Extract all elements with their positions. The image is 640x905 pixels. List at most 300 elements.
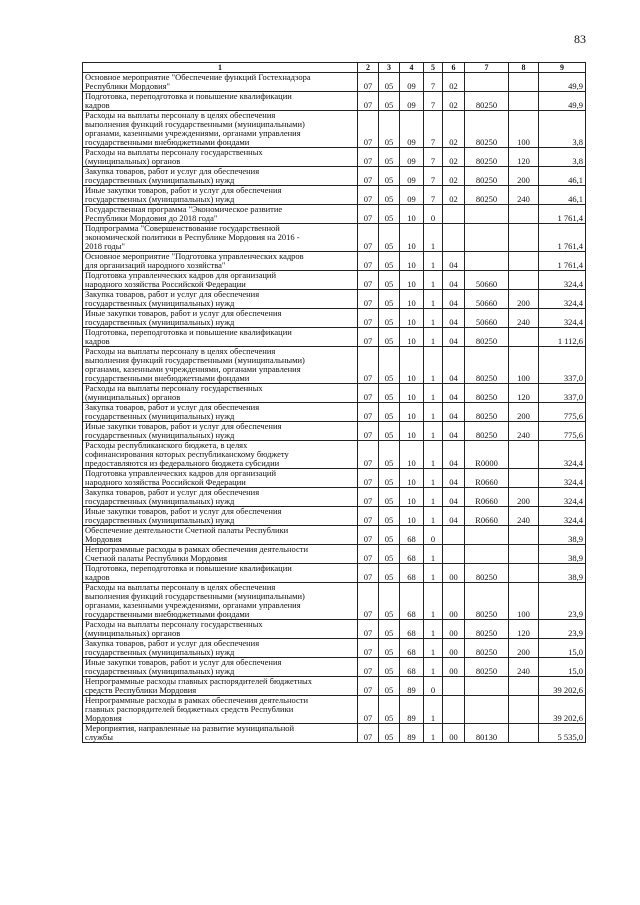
subprogram-code-cell: 1: [424, 469, 443, 488]
section-code-cell: 07: [358, 224, 379, 252]
program-code-cell: 09: [400, 186, 424, 205]
table-row: [83, 422, 586, 441]
subsection-code-cell: 05: [379, 441, 400, 469]
table-row: [83, 545, 586, 564]
direction-code-cell: 80130: [465, 724, 509, 743]
amount-cell: 15,0: [539, 639, 586, 658]
subsection-code-cell: 05: [379, 488, 400, 507]
measure-code-cell: [443, 224, 465, 252]
section-code-cell: 07: [358, 111, 379, 148]
subsection-code-cell: 05: [379, 328, 400, 347]
table-row: [83, 224, 586, 252]
table-row: [83, 696, 586, 724]
amount-cell: 39 202,6: [539, 696, 586, 724]
subsection-code-cell: 05: [379, 469, 400, 488]
table-row: [83, 271, 586, 290]
expense-type-cell: [509, 252, 539, 271]
table-row: [83, 677, 586, 696]
row-name-cell: Подготовка управленческих кадров для организаций народного хозяйства Российской Федерации: [83, 469, 358, 488]
measure-code-cell: 04: [443, 422, 465, 441]
subprogram-code-cell: 1: [424, 507, 443, 526]
table-row: [83, 507, 586, 526]
subsection-code-cell: 05: [379, 639, 400, 658]
subprogram-code-cell: 1: [424, 639, 443, 658]
amount-cell: 46,1: [539, 186, 586, 205]
expense-type-cell: 100: [509, 347, 539, 384]
program-code-cell: 10: [400, 469, 424, 488]
table-row: [83, 186, 586, 205]
direction-code-cell: [465, 526, 509, 545]
subprogram-code-cell: 1: [424, 564, 443, 583]
expense-type-cell: [509, 677, 539, 696]
program-code-cell: 09: [400, 111, 424, 148]
direction-code-cell: [465, 252, 509, 271]
table-row: [83, 724, 586, 743]
table-row: [83, 111, 586, 148]
row-name-cell: Расходы на выплаты персоналу в целях обеспечения выполнения функций государственными (муниципальными) органами, казенными учреждениями, органами управления государственными внебюджетными фондами: [83, 583, 358, 620]
expense-type-cell: [509, 328, 539, 347]
subsection-code-cell: 05: [379, 309, 400, 328]
program-code-cell: 10: [400, 403, 424, 422]
section-code-cell: 07: [358, 658, 379, 677]
subprogram-code-cell: 1: [424, 271, 443, 290]
expense-type-cell: 100: [509, 583, 539, 620]
table-body: [83, 73, 586, 743]
expense-type-cell: [509, 92, 539, 111]
header-row: [83, 63, 586, 73]
amount-cell: 39 202,6: [539, 677, 586, 696]
direction-code-cell: 50660: [465, 309, 509, 328]
measure-code-cell: [443, 205, 465, 224]
row-name-cell: Закупка товаров, работ и услуг для обеспечения государственных (муниципальных) нужд: [83, 639, 358, 658]
program-code-cell: 89: [400, 696, 424, 724]
subprogram-code-cell: 1: [424, 224, 443, 252]
subprogram-code-cell: 1: [424, 328, 443, 347]
table-row: [83, 564, 586, 583]
direction-code-cell: 80250: [465, 658, 509, 677]
direction-code-cell: 80250: [465, 92, 509, 111]
section-code-cell: 07: [358, 328, 379, 347]
subsection-code-cell: 05: [379, 724, 400, 743]
direction-code-cell: 80250: [465, 564, 509, 583]
section-code-cell: 07: [358, 422, 379, 441]
expense-type-cell: 240: [509, 422, 539, 441]
expense-type-cell: 120: [509, 384, 539, 403]
expense-type-cell: [509, 73, 539, 92]
row-name-cell: Мероприятия, направленные на развитие муниципальной службы: [83, 724, 358, 743]
subprogram-code-cell: 1: [424, 583, 443, 620]
direction-code-cell: 80250: [465, 583, 509, 620]
subsection-code-cell: 05: [379, 658, 400, 677]
direction-code-cell: [465, 677, 509, 696]
header-cell: 5: [424, 63, 443, 73]
program-code-cell: 10: [400, 347, 424, 384]
subsection-code-cell: 05: [379, 111, 400, 148]
expense-type-cell: 240: [509, 658, 539, 677]
row-name-cell: Подготовка, переподготовка и повышение квалификации кадров: [83, 92, 358, 111]
section-code-cell: 07: [358, 488, 379, 507]
program-code-cell: 68: [400, 620, 424, 639]
section-code-cell: 07: [358, 347, 379, 384]
amount-cell: 1 761,4: [539, 252, 586, 271]
table-row: [83, 205, 586, 224]
expense-type-cell: 200: [509, 167, 539, 186]
program-code-cell: 68: [400, 658, 424, 677]
section-code-cell: 07: [358, 148, 379, 167]
amount-cell: 49,9: [539, 73, 586, 92]
subprogram-code-cell: 0: [424, 526, 443, 545]
expense-type-cell: 120: [509, 620, 539, 639]
amount-cell: 23,9: [539, 583, 586, 620]
measure-code-cell: 04: [443, 384, 465, 403]
section-code-cell: 07: [358, 564, 379, 583]
measure-code-cell: 00: [443, 583, 465, 620]
measure-code-cell: [443, 677, 465, 696]
program-code-cell: 10: [400, 328, 424, 347]
measure-code-cell: 04: [443, 403, 465, 422]
direction-code-cell: 80250: [465, 384, 509, 403]
expense-type-cell: 240: [509, 186, 539, 205]
amount-cell: 324,4: [539, 507, 586, 526]
amount-cell: 337,0: [539, 384, 586, 403]
section-code-cell: 07: [358, 677, 379, 696]
direction-code-cell: R0660: [465, 469, 509, 488]
subsection-code-cell: 05: [379, 696, 400, 724]
expense-type-cell: [509, 205, 539, 224]
amount-cell: 324,4: [539, 271, 586, 290]
subsection-code-cell: 05: [379, 403, 400, 422]
table-row: [83, 620, 586, 639]
direction-code-cell: 80250: [465, 403, 509, 422]
table-row: [83, 384, 586, 403]
table-row: [83, 309, 586, 328]
row-name-cell: Расходы на выплаты персоналу государственных (муниципальных) органов: [83, 620, 358, 639]
section-code-cell: 07: [358, 205, 379, 224]
table-row: [83, 583, 586, 620]
subprogram-code-cell: 1: [424, 290, 443, 309]
table-row: [83, 658, 586, 677]
row-name-cell: Закупка товаров, работ и услуг для обеспечения государственных (муниципальных) нужд: [83, 167, 358, 186]
section-code-cell: 07: [358, 73, 379, 92]
row-name-cell: Непрограммные расходы в рамках обеспечения деятельности Счетной палаты Республики Мордовия: [83, 545, 358, 564]
expense-type-cell: [509, 271, 539, 290]
header-cell: 9: [539, 63, 586, 73]
row-name-cell: Иные закупки товаров, работ и услуг для обеспечения государственных (муниципальных) нужд: [83, 507, 358, 526]
amount-cell: 23,9: [539, 620, 586, 639]
direction-code-cell: 80250: [465, 111, 509, 148]
row-name-cell: Иные закупки товаров, работ и услуг для обеспечения государственных (муниципальных) нужд: [83, 658, 358, 677]
expense-type-cell: [509, 545, 539, 564]
measure-code-cell: 00: [443, 724, 465, 743]
subsection-code-cell: 05: [379, 384, 400, 403]
header-cell: 7: [465, 63, 509, 73]
row-name-cell: Подготовка, переподготовка и повышение квалификации кадров: [83, 564, 358, 583]
measure-code-cell: 02: [443, 73, 465, 92]
amount-cell: 1 761,4: [539, 205, 586, 224]
section-code-cell: 07: [358, 186, 379, 205]
expense-type-cell: 120: [509, 148, 539, 167]
table-row: [83, 488, 586, 507]
measure-code-cell: 02: [443, 186, 465, 205]
measure-code-cell: 04: [443, 290, 465, 309]
row-name-cell: Государственная программа "Экономическое развитие Республики Мордовия до 2018 года": [83, 205, 358, 224]
expense-type-cell: [509, 526, 539, 545]
subsection-code-cell: 05: [379, 564, 400, 583]
subsection-code-cell: 05: [379, 252, 400, 271]
expense-type-cell: 200: [509, 403, 539, 422]
subprogram-code-cell: 7: [424, 167, 443, 186]
subprogram-code-cell: 1: [424, 309, 443, 328]
measure-code-cell: 02: [443, 148, 465, 167]
measure-code-cell: [443, 696, 465, 724]
measure-code-cell: 02: [443, 111, 465, 148]
row-name-cell: Подготовка управленческих кадров для организаций народного хозяйства Российской Федерации: [83, 271, 358, 290]
expense-type-cell: 200: [509, 290, 539, 309]
row-name-cell: Иные закупки товаров, работ и услуг для обеспечения государственных (муниципальных) нужд: [83, 422, 358, 441]
measure-code-cell: [443, 526, 465, 545]
measure-code-cell: 04: [443, 328, 465, 347]
table-row: [83, 167, 586, 186]
amount-cell: 324,4: [539, 290, 586, 309]
subprogram-code-cell: 1: [424, 658, 443, 677]
expense-type-cell: 240: [509, 309, 539, 328]
measure-code-cell: 04: [443, 507, 465, 526]
amount-cell: 3,8: [539, 148, 586, 167]
header-cell: 2: [358, 63, 379, 73]
expense-type-cell: 200: [509, 488, 539, 507]
header-cell: 8: [509, 63, 539, 73]
program-code-cell: 10: [400, 290, 424, 309]
measure-code-cell: 02: [443, 92, 465, 111]
expense-type-cell: [509, 441, 539, 469]
expense-type-cell: [509, 724, 539, 743]
subsection-code-cell: 05: [379, 677, 400, 696]
table-row: [83, 290, 586, 309]
program-code-cell: 68: [400, 545, 424, 564]
program-code-cell: 10: [400, 224, 424, 252]
section-code-cell: 07: [358, 384, 379, 403]
program-code-cell: 09: [400, 92, 424, 111]
section-code-cell: 07: [358, 290, 379, 309]
program-code-cell: 10: [400, 309, 424, 328]
program-code-cell: 68: [400, 564, 424, 583]
section-code-cell: 07: [358, 167, 379, 186]
amount-cell: 49,9: [539, 92, 586, 111]
measure-code-cell: [443, 545, 465, 564]
section-code-cell: 07: [358, 271, 379, 290]
amount-cell: 1 112,6: [539, 328, 586, 347]
program-code-cell: 10: [400, 252, 424, 271]
amount-cell: 337,0: [539, 347, 586, 384]
subsection-code-cell: 05: [379, 186, 400, 205]
program-code-cell: 89: [400, 677, 424, 696]
section-code-cell: 07: [358, 620, 379, 639]
expense-type-cell: [509, 224, 539, 252]
section-code-cell: 07: [358, 507, 379, 526]
subprogram-code-cell: 7: [424, 111, 443, 148]
table-row: [83, 639, 586, 658]
section-code-cell: 07: [358, 403, 379, 422]
table-row: [83, 441, 586, 469]
amount-cell: 38,9: [539, 526, 586, 545]
section-code-cell: 07: [358, 639, 379, 658]
section-code-cell: 07: [358, 545, 379, 564]
program-code-cell: 89: [400, 724, 424, 743]
subsection-code-cell: 05: [379, 167, 400, 186]
row-name-cell: Основное мероприятие "Обеспечение функций Гостехнадзора Республики Мордовия": [83, 73, 358, 92]
direction-code-cell: 50660: [465, 271, 509, 290]
header-cell: 1: [83, 63, 358, 73]
row-name-cell: Обеспечение деятельности Счетной палаты Республики Мордовия: [83, 526, 358, 545]
measure-code-cell: 04: [443, 347, 465, 384]
program-code-cell: 09: [400, 167, 424, 186]
budget-table: [82, 62, 586, 743]
row-name-cell: Расходы на выплаты персоналу в целях обеспечения выполнения функций государственными (муниципальными) органами, казенными учреждениями, органами управления государственными внебюджетными фондами: [83, 347, 358, 384]
subsection-code-cell: 05: [379, 422, 400, 441]
row-name-cell: Расходы на выплаты персоналу государственных (муниципальных) органов: [83, 384, 358, 403]
subsection-code-cell: 05: [379, 526, 400, 545]
amount-cell: 324,4: [539, 441, 586, 469]
direction-code-cell: 50660: [465, 290, 509, 309]
section-code-cell: 07: [358, 696, 379, 724]
amount-cell: 38,9: [539, 545, 586, 564]
amount-cell: 324,4: [539, 488, 586, 507]
expense-type-cell: 200: [509, 639, 539, 658]
expense-type-cell: [509, 469, 539, 488]
subprogram-code-cell: 7: [424, 148, 443, 167]
page-number: 83: [574, 32, 586, 46]
subsection-code-cell: 05: [379, 205, 400, 224]
subsection-code-cell: 05: [379, 620, 400, 639]
subprogram-code-cell: 1: [424, 384, 443, 403]
subsection-code-cell: 05: [379, 271, 400, 290]
direction-code-cell: 80250: [465, 620, 509, 639]
row-name-cell: Непрограммные расходы в рамках обеспечения деятельности главных распорядителей бюджетных средств Республики Мордовия: [83, 696, 358, 724]
row-name-cell: Закупка товаров, работ и услуг для обеспечения государственных (муниципальных) нужд: [83, 488, 358, 507]
row-name-cell: Расходы на выплаты персоналу в целях обеспечения выполнения функций государственными (муниципальными) органами, казенными учреждениями, органами управления государственными внебюджетными фондами: [83, 111, 358, 148]
table-row: [83, 347, 586, 384]
row-name-cell: Закупка товаров, работ и услуг для обеспечения государственных (муниципальных) нужд: [83, 290, 358, 309]
direction-code-cell: R0660: [465, 488, 509, 507]
subprogram-code-cell: 1: [424, 696, 443, 724]
table-row: [83, 92, 586, 111]
program-code-cell: 09: [400, 73, 424, 92]
amount-cell: 1 761,4: [539, 224, 586, 252]
measure-code-cell: 00: [443, 620, 465, 639]
subprogram-code-cell: 1: [424, 545, 443, 564]
expense-type-cell: [509, 564, 539, 583]
direction-code-cell: 80250: [465, 422, 509, 441]
direction-code-cell: 80250: [465, 186, 509, 205]
direction-code-cell: 80250: [465, 347, 509, 384]
amount-cell: 775,6: [539, 422, 586, 441]
section-code-cell: 07: [358, 92, 379, 111]
measure-code-cell: 04: [443, 252, 465, 271]
subprogram-code-cell: 0: [424, 677, 443, 696]
amount-cell: 3,8: [539, 111, 586, 148]
subsection-code-cell: 05: [379, 148, 400, 167]
measure-code-cell: 04: [443, 309, 465, 328]
row-name-cell: Основное мероприятие "Подготовка управленческих кадров для организаций народного хозяйства": [83, 252, 358, 271]
row-name-cell: Иные закупки товаров, работ и услуг для обеспечения государственных (муниципальных) нужд: [83, 186, 358, 205]
subsection-code-cell: 05: [379, 290, 400, 309]
header-cell: 6: [443, 63, 465, 73]
row-name-cell: Расходы республиканского бюджета, в целях софинансирования которых республиканскому бюджету предоставляются из федерального бюджета субсидии: [83, 441, 358, 469]
amount-cell: 15,0: [539, 658, 586, 677]
program-code-cell: 10: [400, 488, 424, 507]
measure-code-cell: 00: [443, 639, 465, 658]
amount-cell: 324,4: [539, 309, 586, 328]
direction-code-cell: [465, 205, 509, 224]
measure-code-cell: 04: [443, 271, 465, 290]
amount-cell: 775,6: [539, 403, 586, 422]
program-code-cell: 10: [400, 507, 424, 526]
subprogram-code-cell: 1: [424, 347, 443, 384]
table-row: [83, 403, 586, 422]
table-row: [83, 148, 586, 167]
direction-code-cell: 80250: [465, 167, 509, 186]
table-row: [83, 73, 586, 92]
subsection-code-cell: 05: [379, 347, 400, 384]
measure-code-cell: 02: [443, 167, 465, 186]
subsection-code-cell: 05: [379, 73, 400, 92]
direction-code-cell: 80250: [465, 328, 509, 347]
direction-code-cell: 80250: [465, 148, 509, 167]
program-code-cell: 10: [400, 441, 424, 469]
table-row: [83, 252, 586, 271]
expense-type-cell: 100: [509, 111, 539, 148]
amount-cell: 324,4: [539, 469, 586, 488]
program-code-cell: 68: [400, 639, 424, 658]
direction-code-cell: [465, 545, 509, 564]
program-code-cell: 10: [400, 422, 424, 441]
program-code-cell: 10: [400, 205, 424, 224]
direction-code-cell: 80250: [465, 639, 509, 658]
direction-code-cell: R0000: [465, 441, 509, 469]
direction-code-cell: [465, 696, 509, 724]
row-name-cell: Закупка товаров, работ и услуг для обеспечения государственных (муниципальных) нужд: [83, 403, 358, 422]
section-code-cell: 07: [358, 583, 379, 620]
section-code-cell: 07: [358, 252, 379, 271]
subsection-code-cell: 05: [379, 507, 400, 526]
subsection-code-cell: 05: [379, 545, 400, 564]
subprogram-code-cell: 1: [424, 488, 443, 507]
header-cell: 4: [400, 63, 424, 73]
section-code-cell: 07: [358, 526, 379, 545]
amount-cell: 38,9: [539, 564, 586, 583]
section-code-cell: 07: [358, 469, 379, 488]
amount-cell: 5 535,0: [539, 724, 586, 743]
expense-type-cell: [509, 696, 539, 724]
row-name-cell: Подготовка, переподготовка и повышение квалификации кадров: [83, 328, 358, 347]
section-code-cell: 07: [358, 441, 379, 469]
measure-code-cell: 04: [443, 469, 465, 488]
subprogram-code-cell: 7: [424, 186, 443, 205]
subsection-code-cell: 05: [379, 224, 400, 252]
subprogram-code-cell: 1: [424, 422, 443, 441]
direction-code-cell: R0660: [465, 507, 509, 526]
program-code-cell: 10: [400, 271, 424, 290]
table-row: [83, 469, 586, 488]
subprogram-code-cell: 1: [424, 724, 443, 743]
header-cell: 3: [379, 63, 400, 73]
program-code-cell: 68: [400, 583, 424, 620]
program-code-cell: 10: [400, 384, 424, 403]
section-code-cell: 07: [358, 309, 379, 328]
measure-code-cell: 00: [443, 564, 465, 583]
program-code-cell: 09: [400, 148, 424, 167]
subprogram-code-cell: 0: [424, 205, 443, 224]
